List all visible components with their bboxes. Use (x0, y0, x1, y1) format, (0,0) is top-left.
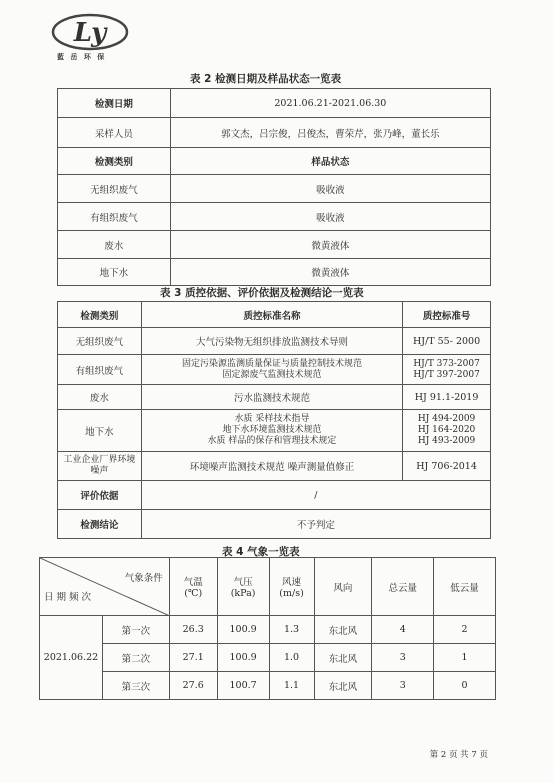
conclusion-label: 检测结论 (58, 510, 142, 539)
table-row-type: 废水 (58, 385, 142, 410)
date-label: 检测日期 (58, 89, 171, 118)
table-row-type: 有组织废气 (58, 355, 142, 385)
value-cell: 4 (372, 616, 434, 644)
standard-code: HJ/T 55- 2000 (403, 328, 491, 355)
table3 (57, 301, 491, 539)
staff-value: 郭文杰，吕宗俊，吕俊杰，曹荣芹，张乃峰，董长乐 (170, 118, 490, 148)
standard-name: 地下水环境监测技术规范 (222, 425, 322, 435)
standard-name: 污水监测技术规范 (141, 385, 402, 410)
value-cell: 1.1 (269, 672, 314, 700)
table-row-type: 有组织废气 (58, 203, 171, 231)
standard-name: 水质 样品的保存和管理技术规定 (207, 436, 337, 446)
date-value: 2021.06.21-2021.06.30 (170, 89, 490, 118)
corner-bottom-label: 日 期 频 次 (44, 592, 92, 603)
eval-label: 评价依据 (58, 481, 142, 510)
table-row-type: 工业企业厂界环境噪声 (58, 452, 142, 481)
standard-code: HJ/T 373-2007 (413, 358, 480, 369)
standard-code: HJ 164-2020 (417, 425, 476, 435)
freq-cell: 第一次 (102, 616, 169, 644)
value-cell: 3 (372, 644, 434, 672)
eval-value: / (141, 481, 490, 510)
table-row-type: 地下水 (58, 259, 171, 286)
diagonal-line (40, 558, 170, 616)
value-cell: 100.7 (217, 672, 269, 700)
table2-caption: 表 2 检测日期及样品状态一览表 (190, 73, 342, 85)
standard-code: HJ 494-2009 (417, 414, 476, 424)
value-cell: 东北风 (314, 672, 372, 700)
table4-caption: 表 4 气象一览表 (222, 546, 300, 558)
standard-name: 水质 采样技术指导 (234, 414, 310, 424)
header-winddir: 风向 (314, 558, 372, 616)
value-cell: 100.9 (217, 616, 269, 644)
table-row-state: 微黄液体 (170, 259, 490, 286)
value-cell: 1.0 (269, 644, 314, 672)
table2 (57, 88, 491, 286)
staff-label: 采样人员 (58, 118, 171, 148)
state-header: 样品状态 (170, 148, 490, 175)
header-totalcloud: 总云量 (372, 558, 434, 616)
page-footer: 第 2 页 共 7 页 (429, 750, 488, 760)
standard-name: 大气污染物无组织排放监测技术导则 (141, 328, 402, 355)
header-lowcloud: 低云量 (434, 558, 496, 616)
header-windspeed: 风速 (m/s) (269, 558, 314, 616)
standard-code: HJ 493-2009 (417, 436, 476, 446)
table-row-type: 无组织废气 (58, 175, 171, 203)
table-row-state: 微黄液体 (170, 231, 490, 259)
header-temp: 气温 (℃) (169, 558, 217, 616)
table-row-state: 吸收液 (170, 203, 490, 231)
standard-code: HJ 706-2014 (403, 452, 491, 481)
value-cell: 2 (434, 616, 496, 644)
value-cell: 东北风 (314, 616, 372, 644)
t3-type-header: 检测类别 (58, 302, 142, 328)
standard-name: 固定源废气监测技术规范 (222, 369, 322, 380)
company-logo (50, 12, 130, 52)
t3-name-header: 质控标准名称 (141, 302, 402, 328)
logo-text: 藍 岳 环 保 (57, 53, 107, 61)
value-cell: 100.9 (217, 644, 269, 672)
standard-code: HJ 91.1-2019 (403, 385, 491, 410)
table-row-type: 地下水 (58, 410, 142, 452)
date-cell: 2021.06.22 (40, 616, 103, 700)
value-cell: 27.1 (169, 644, 217, 672)
type-header: 检测类别 (58, 148, 171, 175)
value-cell: 3 (372, 672, 434, 700)
svg-text:Ly: Ly (73, 18, 107, 48)
corner-top-label: 气象条件 (124, 573, 163, 584)
table4 (39, 557, 496, 700)
freq-cell: 第三次 (102, 672, 169, 700)
standard-name: 固定污染源监测质量保证与质量控制技术规范 (181, 358, 362, 369)
standard-code: HJ/T 397-2007 (413, 369, 480, 380)
value-cell: 东北风 (314, 644, 372, 672)
value-cell: 1.3 (269, 616, 314, 644)
t3-code-header: 质控标准号 (403, 302, 491, 328)
table-row-type: 无组织废气 (58, 328, 142, 355)
table3-caption: 表 3 质控依据、评价依据及检测结论一览表 (160, 287, 364, 299)
value-cell: 26.3 (169, 616, 217, 644)
table-row-state: 吸收液 (170, 175, 490, 203)
freq-cell: 第二次 (102, 644, 169, 672)
value-cell: 0 (434, 672, 496, 700)
value-cell: 1 (434, 644, 496, 672)
standard-name: 环境噪声监测技术规范 噪声测量值修正 (141, 452, 402, 481)
table-row-type: 废水 (58, 231, 171, 259)
header-pressure: 气压 (kPa) (217, 558, 269, 616)
value-cell: 27.6 (169, 672, 217, 700)
conclusion-value: 不予判定 (141, 510, 490, 539)
